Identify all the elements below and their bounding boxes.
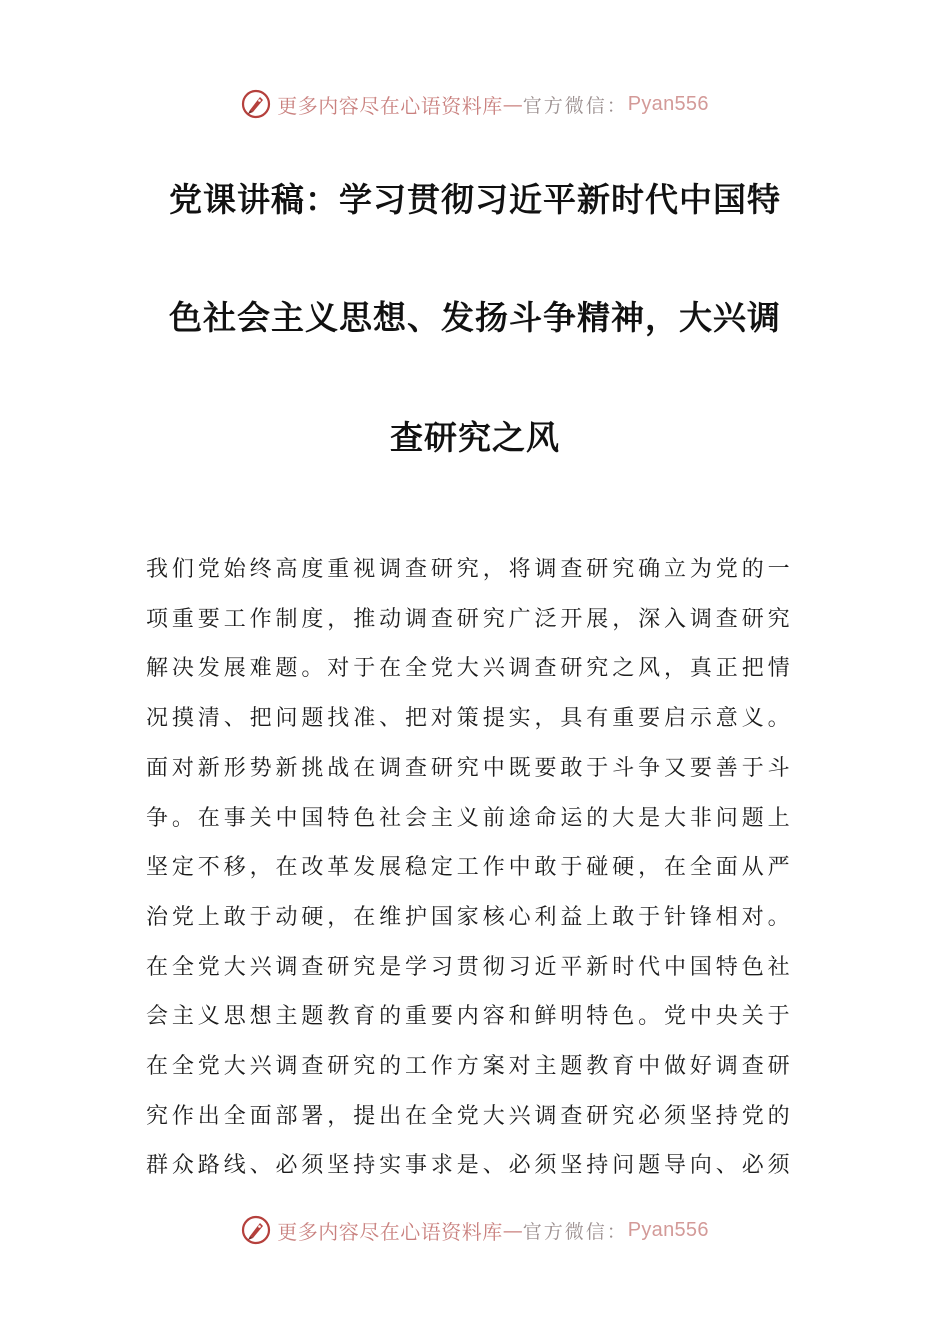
pen-nib-logo-icon — [241, 89, 271, 119]
body-line-3: 解决发展难题。对于在全党大兴调查研究之风，真正把情 — [146, 656, 794, 682]
body-paragraph — [146, 545, 808, 1191]
watermark-label: 官方微信： — [522, 1220, 628, 1243]
body-line-12: 究作出全面部署，提出在全党大兴调查研究必须坚持党的 — [146, 1103, 794, 1129]
body-line-5: 面对新形势新挑战在调查研究中既要敢于斗争又要善于斗 — [146, 755, 794, 781]
body-line-1: 我们党始终高度重视调查研究，将调查研究确立为党的一 — [146, 557, 794, 582]
body-line-6: 争。在事关中国特色社会主义前途命运的大是大非问题上 — [146, 805, 794, 831]
watermark-wechat-id: Pyan556 — [627, 1218, 709, 1241]
body-line-13: 群众路线、必须坚持实事求是、必须坚持问题导向、必须 — [146, 1153, 794, 1179]
body-line-8: 治党上敢于动硬，在维护国家核心利益上敢于针锋相对。 — [146, 904, 794, 930]
body-line-4: 况摸清、把问题找准、把对策提实，具有重要启示意义。 — [146, 706, 794, 732]
document-title-line-1: 党课讲稿：学习贯彻习近平新时代中国特 — [169, 180, 781, 219]
watermark-label: 官方微信： — [522, 94, 628, 117]
footer-watermark — [0, 1208, 950, 1252]
watermark-main-text: 更多内容尽在心语资料库 — [277, 1219, 503, 1244]
body-line-10: 会主义思想主题教育的重要内容和鲜明特色。党中央关于 — [146, 1004, 794, 1030]
body-line-11: 在全党大兴调查研究的工作方案对主题教育中做好调查研 — [146, 1054, 794, 1080]
body-line-9: 在全党大兴调查研究是学习贯彻习近平新时代中国特色社 — [146, 954, 794, 980]
pen-nib-logo-icon — [241, 1215, 271, 1245]
watermark-main-text: 更多内容尽在心语资料库 — [277, 93, 503, 118]
watermark-separator: — — [502, 92, 523, 116]
body-line-7: 坚定不移，在改革发展稳定工作中敢于碰硬，在全面从严 — [146, 855, 794, 881]
watermark-separator: — — [502, 1218, 523, 1242]
body-line-2: 项重要工作制度，推动调查研究广泛开展，深入调查研究 — [146, 606, 794, 632]
header-watermark — [0, 82, 950, 126]
watermark-wechat-id: Pyan556 — [627, 92, 709, 115]
document-title-line-3: 查研究之风 — [390, 418, 560, 457]
document-title-line-2: 色社会主义思想、发扬斗争精神，大兴调 — [169, 298, 781, 337]
